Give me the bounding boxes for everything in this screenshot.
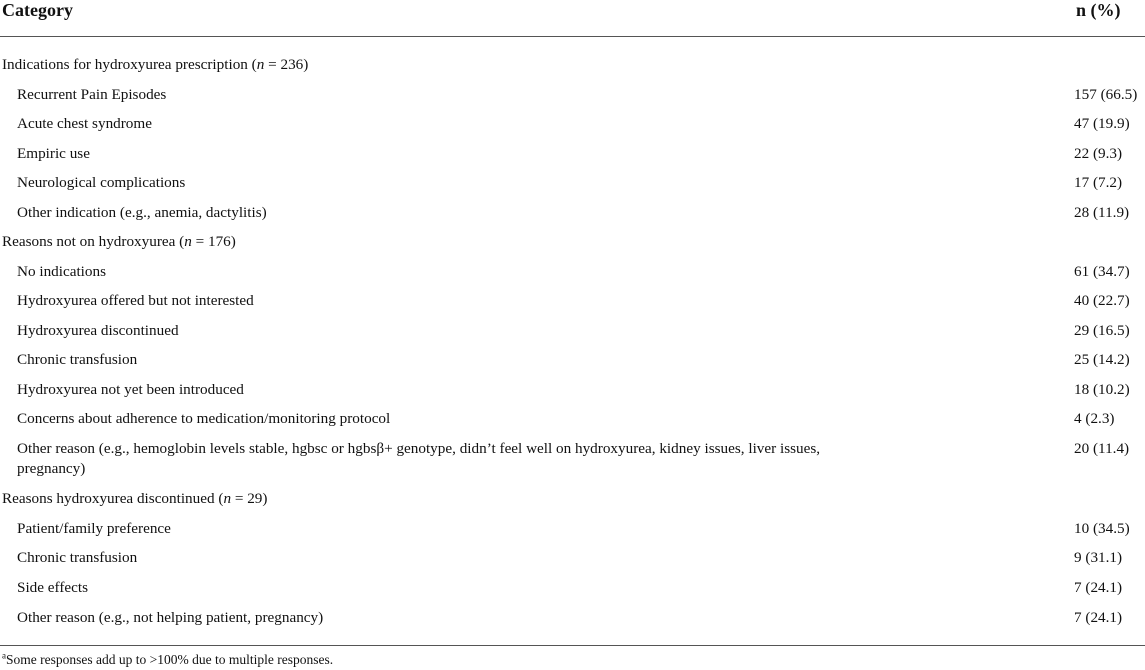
header-rule bbox=[0, 36, 1145, 37]
table-bottom-rule bbox=[0, 645, 1145, 646]
row-value: 29 (16.5) bbox=[1074, 322, 1130, 339]
row-value: 20 (11.4) bbox=[1074, 440, 1130, 457]
row-label: Side effects bbox=[17, 579, 88, 596]
row-value: 47 (19.9) bbox=[1074, 115, 1130, 132]
header-n-percent: n (%) bbox=[1076, 0, 1121, 20]
row-value: 40 (22.7) bbox=[1074, 292, 1130, 309]
row-value: 4 (2.3) bbox=[1074, 410, 1115, 427]
row-label: Hydroxyurea not yet been introduced bbox=[17, 381, 244, 398]
row-label: No indications bbox=[17, 263, 107, 280]
row-value: 25 (14.2) bbox=[1074, 351, 1130, 368]
footnote-text: Some responses add up to >100% due to multiple responses. bbox=[6, 652, 334, 667]
row-value: 9 (31.1) bbox=[1074, 549, 1123, 566]
row-label: Hydroxyurea offered but not interested bbox=[17, 292, 254, 309]
row-label: Other reason (e.g., not helping patient, pregnancy) bbox=[17, 609, 324, 626]
row-value: 17 (7.2) bbox=[1074, 174, 1123, 191]
row-value: 22 (9.3) bbox=[1074, 145, 1123, 162]
row-label: Concerns about adherence to medication/monitoring protocol bbox=[17, 410, 391, 427]
row-label: Other indication (e.g., anemia, dactylitis) bbox=[17, 204, 267, 221]
row-label: Hydroxyurea discontinued bbox=[17, 322, 179, 339]
row-label: Other reason (e.g., hemoglobin levels stable, hgbsc or hgbsβ+ genotype, didn’t feel well on hydroxyurea, kidney issues, liver issues, pregnancy) bbox=[17, 440, 821, 477]
table-header bbox=[0, 0, 1145, 28]
row-label: Neurological complications bbox=[17, 174, 186, 191]
row-value: 157 (66.5) bbox=[1074, 86, 1138, 103]
row-value: 61 (34.7) bbox=[1074, 263, 1130, 280]
row-label: Chronic transfusion bbox=[17, 351, 138, 368]
row-label: Chronic transfusion bbox=[17, 549, 138, 566]
row-label: Patient/family preference bbox=[17, 520, 171, 537]
row-value: 7 (24.1) bbox=[1074, 579, 1123, 596]
row-label: Recurrent Pain Episodes bbox=[17, 86, 167, 103]
row-value: 28 (11.9) bbox=[1074, 204, 1130, 221]
row-value: 10 (34.5) bbox=[1074, 520, 1130, 537]
row-value: 18 (10.2) bbox=[1074, 381, 1130, 398]
row-label: Acute chest syndrome bbox=[17, 115, 152, 132]
row-label: Empiric use bbox=[17, 145, 90, 162]
header-category: Category bbox=[2, 0, 73, 20]
footnote-marker: a bbox=[2, 650, 6, 661]
footnote bbox=[2, 652, 333, 668]
row-value: 7 (24.1) bbox=[1074, 609, 1123, 626]
